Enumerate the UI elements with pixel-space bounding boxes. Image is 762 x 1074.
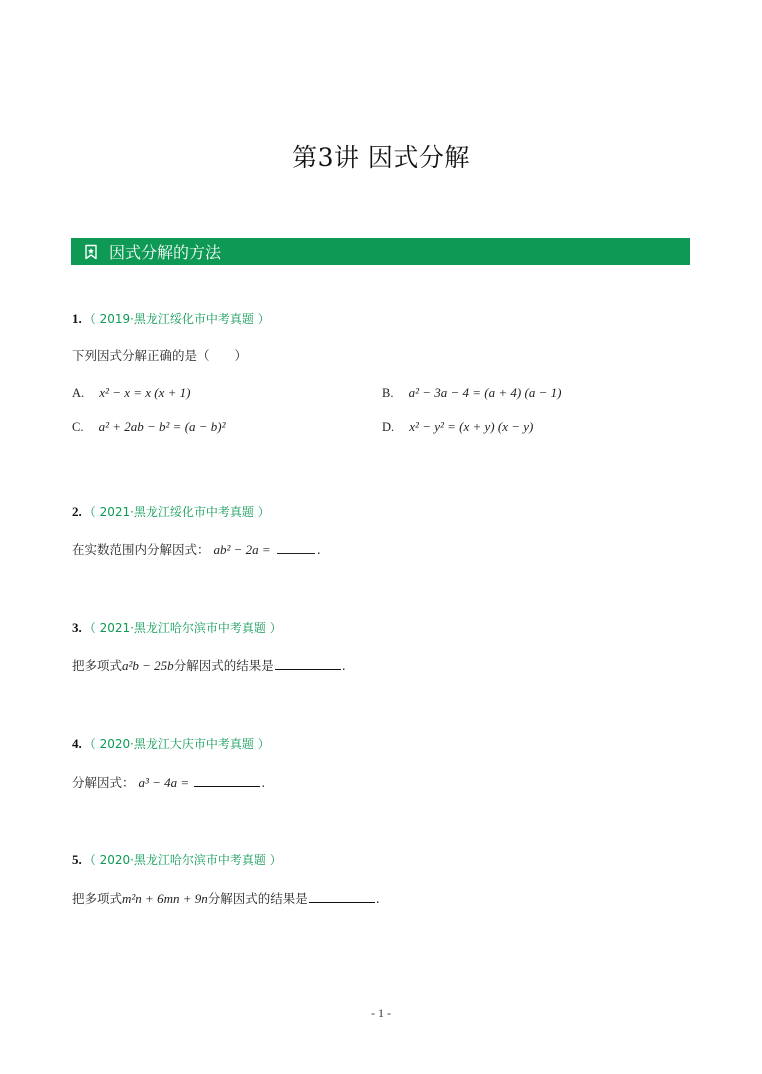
question-1-stem: 下列因式分解正确的是（ ）	[72, 348, 248, 363]
question-number: 5.	[72, 852, 82, 867]
stem-suffix: .	[261, 775, 266, 790]
option-expression: a² + 2ab − b² = (a − b)²	[98, 419, 226, 434]
question-source: （ 2020·黑龙江大庆市中考真题 ）	[83, 737, 270, 751]
question-5-header	[72, 851, 282, 868]
bookmark-star-icon	[83, 244, 99, 260]
question-3-header	[72, 619, 282, 636]
stem-suffix: 分解因式的结果是	[173, 658, 274, 673]
stem-end: .	[375, 891, 380, 906]
option-letter: C.	[72, 420, 84, 434]
option-c[interactable]	[72, 419, 226, 435]
question-source: （ 2020·黑龙江哈尔滨市中考真题 ）	[83, 853, 282, 867]
answer-blank[interactable]	[277, 543, 315, 554]
question-source: （ 2019·黑龙江绥化市中考真题 ）	[83, 312, 270, 326]
question-4-stem	[72, 773, 265, 791]
option-letter: B.	[382, 386, 394, 400]
stem-expression: a³ − 4a =	[138, 775, 190, 790]
stem-prefix: 分解因式：	[72, 775, 135, 790]
question-number: 1.	[72, 311, 82, 326]
stem-expression: m²n + 6mn + 9n	[122, 891, 208, 906]
stem-suffix: 分解因式的结果是	[207, 891, 308, 906]
option-letter: A.	[72, 386, 85, 400]
option-letter: D.	[382, 420, 395, 434]
stem-prefix: 在实数范围内分解因式：	[72, 542, 210, 557]
stem-suffix: .	[316, 542, 321, 557]
answer-blank[interactable]	[194, 776, 260, 787]
question-3-stem	[72, 656, 346, 674]
question-2-stem	[72, 540, 321, 558]
section-title: 因式分解的方法	[109, 243, 222, 262]
question-5-stem	[72, 889, 380, 907]
stem-prefix: 把多项式	[72, 658, 123, 673]
stem-prefix: 把多项式	[72, 891, 123, 906]
question-2-header	[72, 503, 270, 520]
question-number: 3.	[72, 620, 82, 635]
option-expression: a² − 3a − 4 = (a + 4) (a − 1)	[408, 385, 562, 400]
option-expression: x² − x = x (x + 1)	[99, 385, 191, 400]
stem-expression: ab² − 2a =	[213, 542, 271, 557]
question-source: （ 2021·黑龙江绥化市中考真题 ）	[83, 505, 270, 519]
page-number: - 1 -	[371, 1006, 391, 1020]
section-header	[71, 238, 690, 265]
answer-blank[interactable]	[309, 892, 375, 903]
question-4-header	[72, 735, 270, 752]
answer-blank[interactable]	[275, 659, 341, 670]
option-expression: x² − y² = (x + y) (x − y)	[409, 419, 534, 434]
question-1-header	[72, 310, 270, 327]
question-number: 2.	[72, 504, 82, 519]
question-source: （ 2021·黑龙江哈尔滨市中考真题 ）	[83, 621, 282, 635]
stem-expression: a²b − 25b	[122, 658, 174, 673]
option-b[interactable]	[382, 385, 561, 401]
question-number: 4.	[72, 736, 82, 751]
option-d[interactable]	[382, 419, 533, 435]
option-a[interactable]	[72, 385, 190, 401]
page-title: 第3讲 因式分解	[292, 143, 470, 172]
stem-end: .	[341, 658, 346, 673]
